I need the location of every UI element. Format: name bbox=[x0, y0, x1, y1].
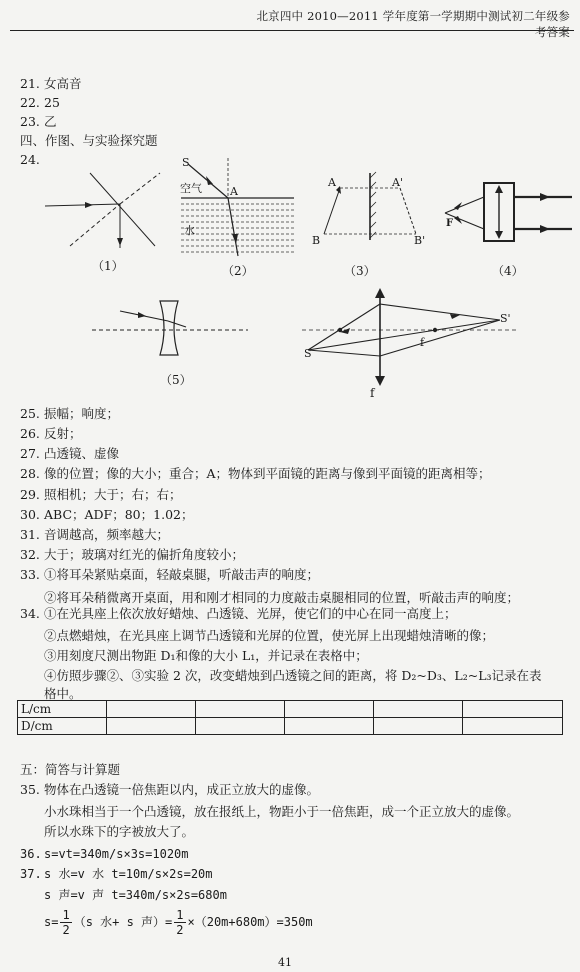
answer-35-line-2: 小水珠相当于一个凸透镜，放在报纸上，物距小于一倍焦距，成一个正立放大的虚像。 bbox=[44, 804, 520, 819]
table-cell bbox=[107, 701, 196, 718]
table-cell bbox=[285, 718, 374, 735]
table-row bbox=[18, 718, 563, 735]
table-cell bbox=[463, 718, 563, 735]
table-cell bbox=[285, 701, 374, 718]
figure-5-concave-lens bbox=[90, 293, 250, 363]
figure-6-s-label: S bbox=[304, 347, 312, 360]
figure-3-a-label: A bbox=[328, 176, 336, 189]
answer-33-step-2: ②将耳朵稍微离开桌面，用和刚才相同的力度敲击桌腿相同的位置，听敲击声的响度； bbox=[44, 590, 520, 605]
figure-6-s-prime-label: S' bbox=[500, 312, 511, 325]
figure-2-caption: （2） bbox=[222, 264, 254, 278]
answer-35: 35. 物体在凸透镜一倍焦距以内，成正立放大的虚像。 bbox=[20, 782, 320, 797]
figure-1-caption: （1） bbox=[92, 259, 124, 273]
answer-34-step-2: ②点燃蜡烛，在光具座上调节凸透镜和光屏的位置，使光屏上出现蜡烛清晰的像； bbox=[44, 628, 495, 643]
page-number: 41 bbox=[278, 956, 292, 969]
table-cell: L/cm bbox=[18, 701, 107, 718]
answer-37: 37. s 水=v 水 t=10m/s×2s=20m bbox=[20, 867, 213, 881]
figure-6-convex-lens-rays bbox=[300, 284, 520, 394]
answer-21: 21. 女高音 bbox=[20, 76, 82, 91]
answer-37-line-2: s 声=v 声 t=340m/s×2s=680m bbox=[44, 888, 227, 902]
section-4-heading: 四、作图、与实验探究题 bbox=[20, 133, 158, 148]
answer-34-step-4: ④仿照步骤②、③实验 2 次，改变蜡烛到凸透镜之间的距离，将 D₂~D₃、L₂~L₃记录在表 bbox=[44, 668, 542, 683]
figure-6-caption: f bbox=[370, 386, 375, 400]
answer-31: 31. 音调越高，频率越大； bbox=[20, 527, 170, 542]
answer-29: 29. 照相机；大于；右；右； bbox=[20, 487, 182, 502]
figure-2-s-label: S bbox=[182, 156, 190, 169]
answer-24-number: 24. bbox=[20, 152, 40, 167]
answer-34-step-3: ③用刻度尺测出物距 D₁和像的大小 L₁，并记录在表格中； bbox=[44, 648, 368, 663]
header-rule bbox=[10, 30, 574, 31]
table-cell bbox=[196, 718, 285, 735]
answer-32: 32. 大于；玻璃对红光的偏折角度较小； bbox=[20, 547, 245, 562]
answer-22: 22. 25 bbox=[20, 95, 60, 110]
table-cell bbox=[107, 718, 196, 735]
figure-5-caption: （5） bbox=[160, 373, 192, 387]
answer-34: 34. ①在光具座上依次放好蜡烛、凸透镜、光屏，使它们的中心在同一高度上； bbox=[20, 606, 457, 621]
figure-1-reflection bbox=[40, 168, 170, 268]
figure-4-f-label: F bbox=[446, 218, 454, 229]
fraction-half: $\frac{1}{2}$ bbox=[176, 908, 184, 937]
table-cell: D/cm bbox=[18, 718, 107, 735]
section-5-heading: 五：简答与计算题 bbox=[20, 762, 121, 777]
answer-33: 33. ①将耳朵紧贴桌面，轻敲桌腿，听敲击声的响度； bbox=[20, 567, 320, 582]
table-cell bbox=[374, 718, 463, 735]
answer-27: 27. 凸透镜、虚像 bbox=[20, 446, 120, 461]
answer-28: 28. 像的位置；像的大小；重合；A；物体到平面镜的距离与像到平面镜的距离相等； bbox=[20, 466, 491, 481]
table-row bbox=[18, 701, 563, 718]
figure-3-b-prime-label: B' bbox=[414, 234, 426, 247]
figure-6-f-label: f bbox=[420, 336, 425, 349]
answer-36: 36. s=vt=340m/s×3s=1020m bbox=[20, 847, 189, 861]
answer-25: 25. 振幅；响度； bbox=[20, 406, 120, 421]
table-cell bbox=[196, 701, 285, 718]
table-cell bbox=[374, 701, 463, 718]
figure-2-refraction bbox=[176, 156, 296, 266]
figure-2-water-label: 水 bbox=[184, 224, 195, 237]
figure-2-a-label: A bbox=[230, 185, 238, 198]
figure-3-b-label: B bbox=[312, 234, 321, 247]
figure-2-air-label: 空气 bbox=[180, 182, 202, 195]
data-table bbox=[17, 700, 563, 735]
figure-4-lens-box bbox=[440, 175, 575, 250]
table-cell bbox=[463, 701, 563, 718]
answer-34-step-4-cont: 格中。 bbox=[44, 686, 82, 701]
answer-30: 30. ABC；ADF；80；1.02； bbox=[20, 507, 194, 522]
answer-23: 23. 乙 bbox=[20, 114, 57, 129]
answer-26: 26. 反射； bbox=[20, 426, 82, 441]
figure-4-caption: （4） bbox=[492, 264, 524, 278]
answer-35-line-3: 所以水珠下的字被放大了。 bbox=[44, 824, 195, 839]
figure-3-a-prime-label: A' bbox=[392, 176, 403, 189]
fraction-half: $\frac{1}{2}$ bbox=[62, 908, 70, 937]
figure-3-caption: （3） bbox=[344, 264, 376, 278]
page-header: 北京四中 2010—2011 学年度第一学期期中测试初二年级参考答案 bbox=[256, 9, 570, 39]
answer-37-formula: s= $\frac{1}{2} (s$ 水+ s 声）= $\frac{1}{2} \times(20m+680m)=350m$ bbox=[44, 908, 313, 937]
